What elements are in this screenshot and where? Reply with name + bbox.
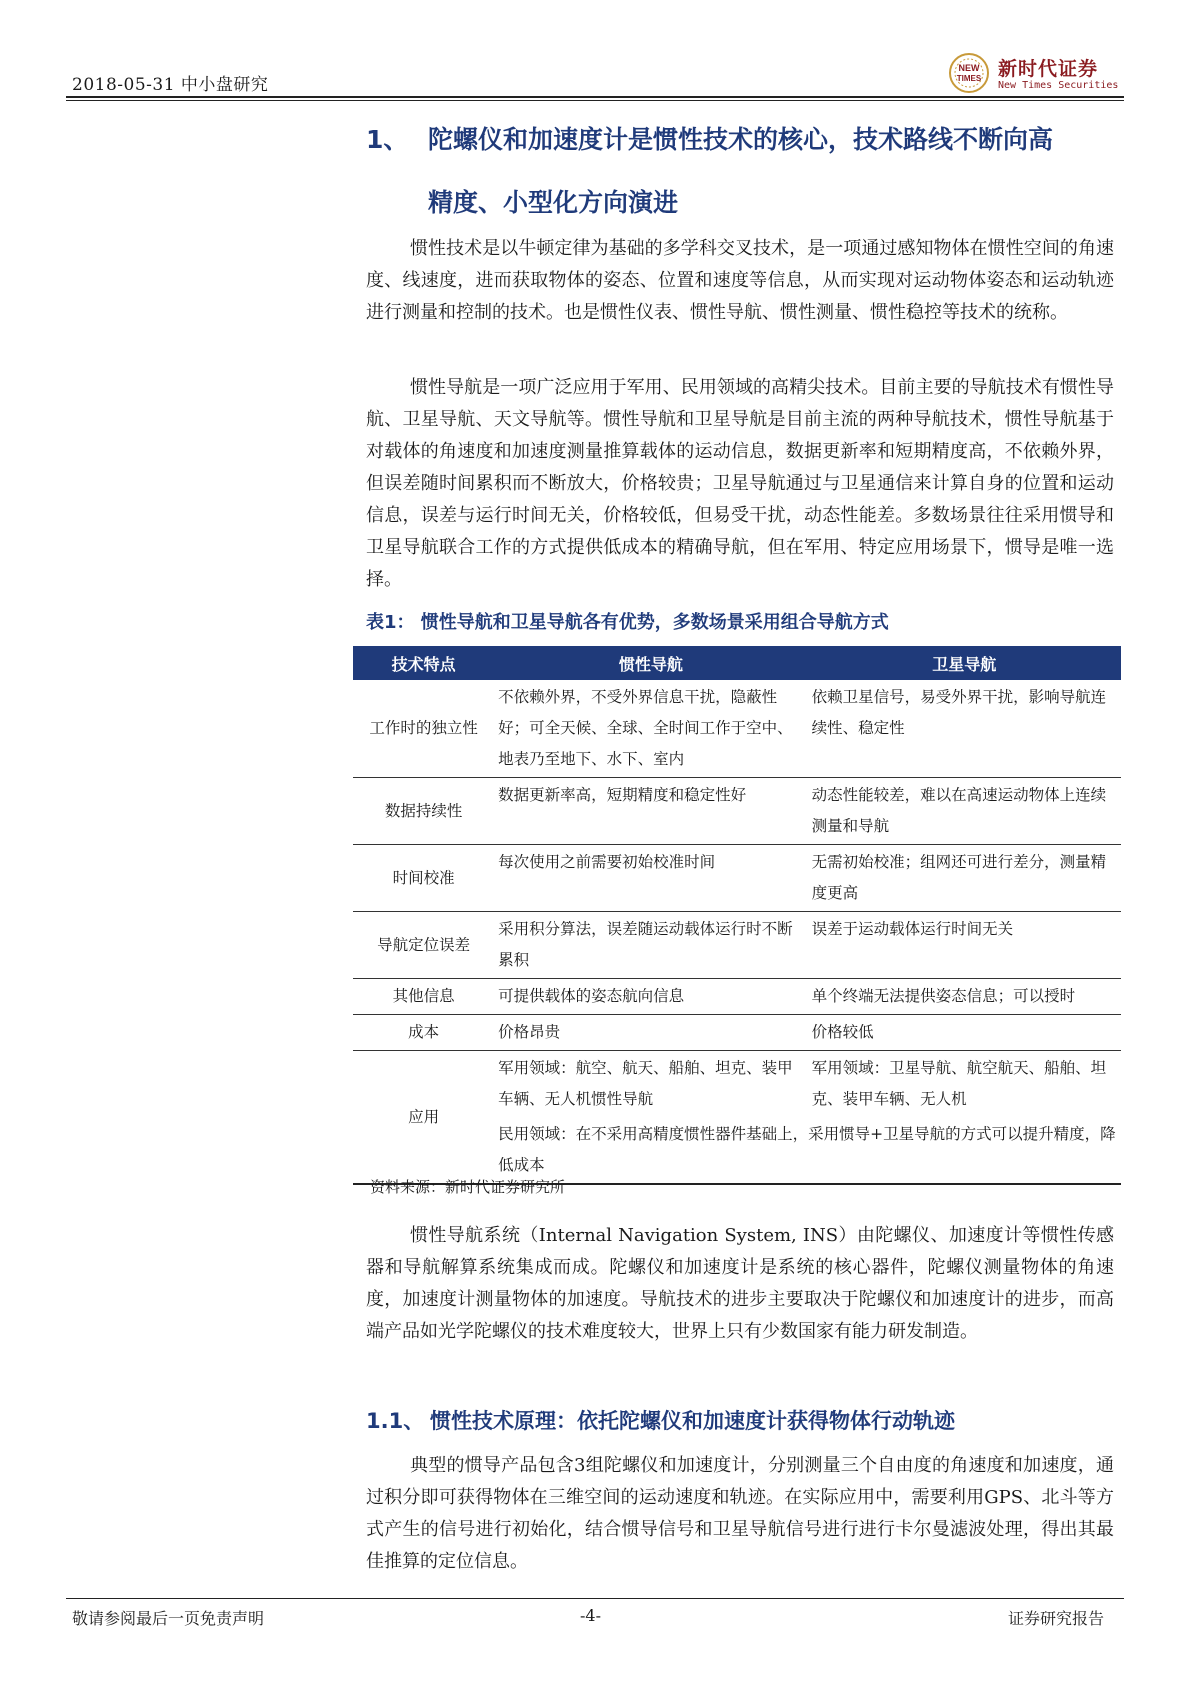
table-header-feature: 技术特点	[353, 646, 494, 680]
row-feature: 其他信息	[353, 979, 494, 1015]
header-rule-thin	[66, 100, 1124, 101]
company-logo	[944, 50, 1124, 96]
row-inertial: 每次使用之前需要初始校准时间	[494, 845, 807, 912]
row-satellite: 依赖卫星信号，易受外界干扰，影响导航连续性、稳定性	[808, 680, 1121, 778]
section-1-1-number: 1.1、	[366, 1409, 425, 1433]
footer-report-type: 证券研究报告	[1008, 1609, 1105, 1628]
table-caption: 表1： 惯性导航和卫星导航各有优势，多数场景采用组合导航方式	[366, 612, 889, 633]
svg-text:NEW: NEW	[958, 63, 980, 73]
table-header-satellite: 卫星导航	[808, 646, 1121, 680]
row-inertial: 价格昂贵	[494, 1015, 807, 1051]
section-1-1-heading	[366, 1405, 1126, 1435]
row-feature: 成本	[353, 1015, 494, 1051]
paragraph-inertial-principle: 典型的惯导产品包含3组陀螺仪和加速度计，分别测量三个自由度的角速度和加速度，通过积分即可获得物体在三维空间的运动速度和轨迹。在实际应用中，需要利用GPS、北斗等方式产生的信号进行初始化，结合惯导信号和卫星导航信号进行进行卡尔曼滤波处理，得出其最佳推算的定位信息。	[366, 1455, 1114, 1572]
row-inertial: 采用积分算法，误差随运动载体运行时不断累积	[494, 912, 807, 979]
row-feature: 工作时的独立性	[353, 680, 494, 778]
row-satellite: 误差于运动载体运行时间无关	[808, 912, 1121, 979]
svg-text:TIMES: TIMES	[956, 74, 982, 83]
table-source: 资料来源：新时代证券研究所	[370, 1178, 566, 1196]
table-row	[353, 979, 1121, 1015]
row-feature-application: 应用	[353, 1051, 494, 1185]
table-row	[353, 912, 1121, 979]
logo-name-cn: 新时代证券	[998, 58, 1099, 80]
section-1-title-line2: 精度、小型化方向演进	[428, 188, 679, 217]
footer-rule	[66, 1598, 1124, 1599]
logo-name-en: New Times Securities	[998, 80, 1119, 91]
row-inertial: 不依赖外界，不受外界信息干扰，隐蔽性好；可全天候、全球、全时间工作于空中、地表乃至地下、水下、室内	[494, 680, 807, 778]
table-header-row	[353, 646, 1121, 680]
paragraph-ins-system: 惯性导航系统（Internal Navigation System, INS）由陀螺仪、加速度计等惯性传感器和导航解算系统集成而成。陀螺仪和加速度计是系统的核心器件，陀螺仪测量物体的角速度，加速度计测量物体的加速度。导航技术的进步主要取决于陀螺仪和加速度计的进步，而高端产品如光学陀螺仪的技术难度较大，世界上只有少数国家有能力研发制造。	[366, 1225, 1114, 1342]
header-date-section: 2018-05-31 中小盘研究	[72, 75, 269, 95]
table-row	[353, 845, 1121, 912]
row-satellite: 无需初始校准；组网还可进行差分，测量精度更高	[808, 845, 1121, 912]
row-feature: 导航定位误差	[353, 912, 494, 979]
logo-mark-icon	[944, 50, 994, 96]
footer-disclaimer-note: 敬请参阅最后一页免责声明	[72, 1609, 265, 1628]
table-row	[353, 1015, 1121, 1051]
row-feature: 数据持续性	[353, 778, 494, 845]
paragraph-inertial-tech: 惯性技术是以牛顿定律为基础的多学科交叉技术，是一项通过感知物体在惯性空间的角速度、线速度，进而获取物体的姿态、位置和速度等信息，从而实现对运动物体姿态和运动轨迹进行测量和控制的技术。也是惯性仪表、惯性导航、惯性测量、惯性稳控等技术的统称。	[366, 238, 1114, 323]
table-row	[353, 680, 1121, 778]
table-row-application-military	[353, 1051, 1121, 1118]
section-1-heading-line1	[366, 125, 1126, 155]
table-row	[353, 778, 1121, 845]
header-rule	[66, 96, 1124, 98]
row-application-military-inertial: 军用领域：航空、航天、船舶、坦克、装甲车辆、无人机惯性导航	[498, 1059, 793, 1108]
row-inertial: 可提供载体的姿态航向信息	[494, 979, 807, 1015]
row-application-civil: 民用领域：在不采用高精度惯性器件基础上，采用惯导+卫星导航的方式可以提升精度，降低成本	[494, 1117, 1121, 1184]
section-1-1-title: 惯性技术原理：依托陀螺仪和加速度计获得物体行动轨迹	[430, 1409, 955, 1433]
paragraph-inertial-navigation: 惯性导航是一项广泛应用于军用、民用领域的高精尖技术。目前主要的导航技术有惯性导航、卫星导航、天文导航等。惯性导航和卫星导航是目前主流的两种导航技术，惯性导航基于对载体的角速度和加速度测量推算载体的运动信息，数据更新率和短期精度高，不依赖外界，但误差随时间累积而不断放大，价格较贵；卫星导航通过与卫星通信来计算自身的位置和运动信息，误差与运行时间无关，价格较低，但易受干扰，动态性能差。多数场景往往采用惯导和卫星导航联合工作的方式提供低成本的精确导航，但在军用、特定应用场景下，惯导是唯一选择。	[366, 377, 1114, 590]
section-1-title-line1: 陀螺仪和加速度计是惯性技术的核心，技术路线不断向高	[428, 125, 1054, 154]
row-satellite: 价格较低	[808, 1015, 1121, 1051]
row-application-military-satellite: 军用领域：卫星导航、航空航天、船舶、坦克、装甲车辆、无人机	[811, 1059, 1107, 1108]
comparison-table	[353, 646, 1121, 1185]
row-satellite: 单个终端无法提供姿态信息；可以授时	[808, 979, 1121, 1015]
row-feature: 时间校准	[353, 845, 494, 912]
table-header-inertial: 惯性导航	[494, 646, 807, 680]
row-inertial: 数据更新率高，短期精度和稳定性好	[494, 778, 807, 845]
section-1-number: 1、	[366, 125, 409, 154]
row-satellite: 动态性能较差，难以在高速运动物体上连续测量和导航	[808, 778, 1121, 845]
footer-page-number: -4-	[580, 1606, 601, 1625]
